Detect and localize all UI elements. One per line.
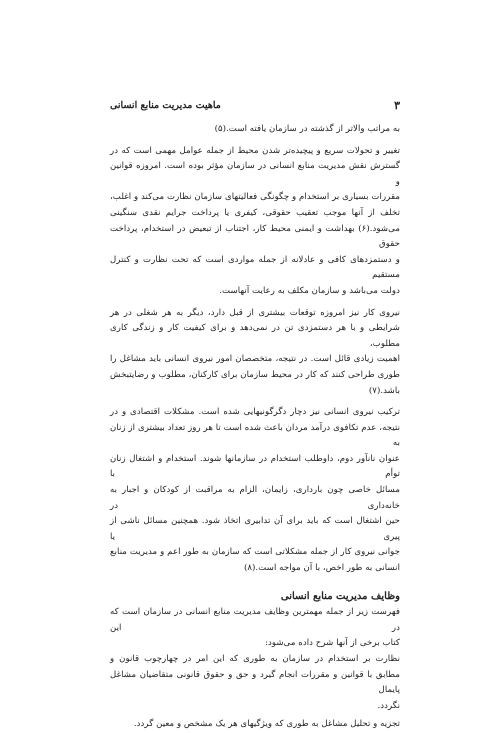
text-line: مطابق با قوانین و مقررات انجام گیرد و حق و حقوق قانونی متقاضیان مشاغل پایمال: [110, 669, 400, 696]
text-line: عنوان نانآور دوم، داوطلب استخدام در سازمانها شوند. استخدام و اشتغال زنان توأم با: [110, 453, 400, 480]
text-line: تغییر و تحولات سریع و پیچیده‌تر شدن محیط از جمله عوامل مهمی است که در: [110, 145, 400, 156]
bullet-text: نظارت بر استخدام در سازمان به طوری که این امر در چهارچوب قانون و: [110, 654, 400, 664]
text-line: طوری طراحی کنند که کار در محیط سازمان برای کارکنان، مطلوب و رضایتبخش: [110, 369, 400, 380]
text-line: کتاب برخی از آنها شرح داده می‌شود:: [265, 638, 400, 649]
section-intro: [110, 605, 400, 652]
text-line: نگردد.: [377, 700, 400, 711]
text-line: ترکیب نیروی انسانی نیز دچار دگرگونیهایی شده است. مشکلات اقتصادی و در: [110, 407, 400, 418]
text-line: نتیجه، عدم تکافوی درآمد مردان باعث شده است تا هر روز تعداد بیشتری از زنان به: [110, 422, 400, 449]
text-line: به مراتب والاتر از گذشته در سازمان یافته است.(۵): [214, 124, 400, 134]
text-line: تخلف از آنها موجب تعقیب حقوقی، کیفری یا پرداخت جرایم نقدی سنگینی: [110, 207, 400, 218]
page-number: ۳: [394, 98, 400, 112]
bullet-item: [110, 652, 400, 714]
running-header: [110, 97, 400, 113]
text-line: انسانی به طور اخص، با آن مواجه است.(۸): [243, 563, 400, 574]
text-line: مسائل خاصی چون بارداری، زایمان، الزام به مراقبت از کودکان و اجبار به خانه‌داری در: [110, 485, 400, 511]
text-line: فهرست زیر از جمله مهمترین وظایف مدیریت منابع انسانی در سازمان است که در این: [110, 607, 400, 633]
text-line: و دستمزدهای کافی و عادلانه از جمله مواردی است که تحت نظارت و کنترل مستقیم: [110, 254, 400, 281]
running-title: ماهیت مدیریت منابع انسانی: [110, 99, 221, 111]
section-heading: وظایف مدیریت منابع انسانی: [280, 590, 400, 602]
text-line: باشد.(۷): [368, 385, 400, 396]
text-line: می‌شود.(۶) بهداشت و ایمنی محیط کار، اجتناب از تبعیض در استخدام، پرداخت حقوق: [110, 223, 400, 250]
text-line: اهمیت زیادی قائل است. در نتیجه، متخصصان امور نیروی انسانی باید مشاغل را: [110, 354, 400, 365]
body-text: [110, 122, 400, 733]
paragraph: [110, 405, 400, 577]
bullet-item: [110, 717, 400, 733]
paragraph: [110, 122, 400, 138]
text-line: نیروی کار نیز امروزه توقعات بیشتری از قبل دارد، دیگر به هر شغلی در هر: [110, 307, 400, 318]
text-line: دولت می‌باشد و سازمان مکلف به رعایت آنهاست.: [219, 285, 400, 296]
text-line: شرایطی و با هر دستمزدی تن در نمی‌دهد و برای کیفیت کار و زندگی کاری مطلوب،: [110, 323, 400, 349]
text-line: گسترش نقش مدیریت منابع انسانی در سازمان مؤثر بوده است. امروزه قوانین و: [110, 161, 400, 187]
text-line: [110, 717, 400, 733]
bullet-text: تجزیه و تحلیل مشاغل به طوری که ویژگیهای هر یک مشخص و معین گردد.: [133, 719, 400, 730]
text-line: حین اشتغال است که باید برای آن تدابیری اتخاذ شود. همچنین مسائل ناشی از پیری یا: [110, 516, 400, 542]
text-line: جوانی نیروی کار از جمله مشکلاتی است که سازمان به طور اعم و مدیریت منابع: [110, 547, 400, 558]
paragraph: [110, 306, 400, 400]
text-line: [110, 652, 400, 668]
paragraph: [110, 144, 400, 300]
text-line: مقررات بسیاری بر استخدام و چگونگی فعالیتهای سازمان نظارت می‌کند و اغلب،: [110, 192, 400, 203]
